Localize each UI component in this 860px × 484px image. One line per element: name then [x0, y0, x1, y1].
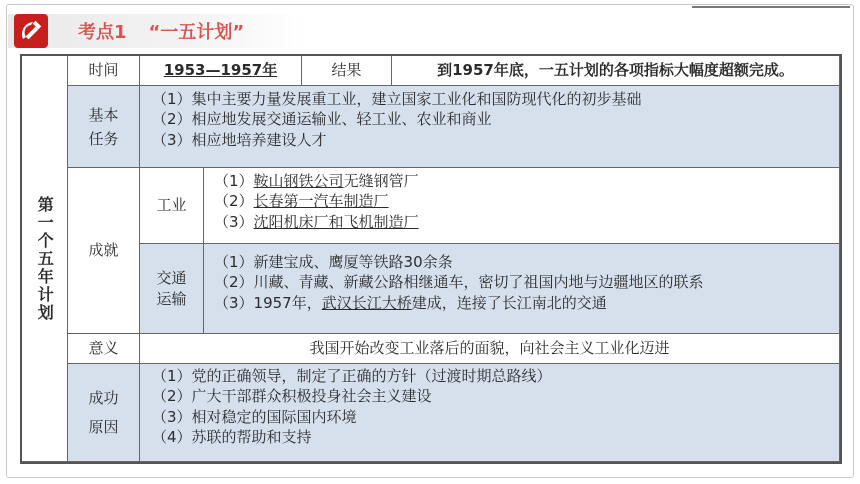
transport-item: （2）川藏、青藏、新藏公路相继通车，密切了祖国内地与边疆地区的联系	[214, 273, 704, 292]
topic-label: 考点1	[78, 22, 127, 43]
summary-table	[20, 54, 842, 464]
industry-list	[204, 168, 840, 244]
result-label-cell	[302, 56, 392, 86]
industry-item: （1）鞍山钢铁公司无缝钢管厂	[214, 172, 419, 190]
reasons-label-line1: 成功	[88, 389, 119, 407]
side-label: 第一个五年计划	[35, 195, 55, 322]
achievements-label-cell	[68, 168, 140, 334]
transport-item: （1）新建宝成、鹰厦等铁路30余条	[214, 253, 453, 271]
reasons-label-line2: 原因	[88, 417, 119, 436]
reason-item: （4）苏联的帮助和支持	[152, 427, 312, 446]
reasons-list	[140, 364, 840, 462]
tasks-label-cell	[68, 86, 140, 168]
significance-label-cell	[68, 334, 140, 364]
time-label-cell	[68, 56, 140, 86]
task-item: （1）集中主要力量发展重工业，建立国家工业化和国防现代化的初步基础	[152, 90, 642, 108]
significance-label: 意义	[88, 339, 119, 358]
industry-label: 工业	[156, 196, 187, 215]
reason-item: （3）相对稳定的国际国内环境	[152, 407, 357, 426]
header-divider	[692, 6, 850, 8]
reason-item: （1）党的正确领导，制定了正确的方针（过渡时期总路线）	[152, 367, 552, 385]
reasons-label-cell	[68, 364, 140, 462]
industry-item: （2）长春第一汽车制造厂	[214, 192, 389, 211]
party-emblem-icon	[14, 14, 48, 48]
industry-item: （3）沈阳机床厂和飞机制造厂	[214, 212, 419, 231]
task-item: （2）相应地发展交通运输业、轻工业、农业和商业	[152, 110, 492, 129]
reason-item: （2）广大干部群众积极投身社会主义建设	[152, 387, 432, 406]
result-value-cell	[392, 56, 840, 86]
topic-title: “一五计划”	[148, 22, 245, 43]
result-value: 到1957年底，一五计划的各项指标大幅度超额完成。	[437, 61, 794, 80]
transport-label-cell	[140, 244, 204, 334]
industry-label-cell	[140, 168, 204, 244]
task-item: （3）相应地培养建设人才	[152, 130, 327, 149]
transport-label-line2: 运输	[156, 289, 187, 308]
header-title	[78, 18, 266, 44]
transport-item: （3）1957年，武汉长江大桥建成，连接了长江南北的交通	[214, 293, 607, 312]
time-value-cell	[140, 56, 302, 86]
result-label: 结果	[331, 61, 362, 80]
time-value: 1953—1957年	[163, 61, 278, 80]
significance-value: 我国开始改变工业落后的面貌，向社会主义工业化迈进	[309, 339, 670, 358]
significance-value-cell	[140, 334, 840, 364]
time-label: 时间	[88, 61, 119, 80]
transport-list	[204, 244, 840, 334]
tasks-list	[140, 86, 840, 168]
achievements-label: 成就	[88, 241, 119, 260]
tasks-label: 基本任务	[88, 105, 119, 148]
transport-label-line1: 交通	[156, 269, 187, 288]
side-label-cell	[22, 56, 68, 462]
